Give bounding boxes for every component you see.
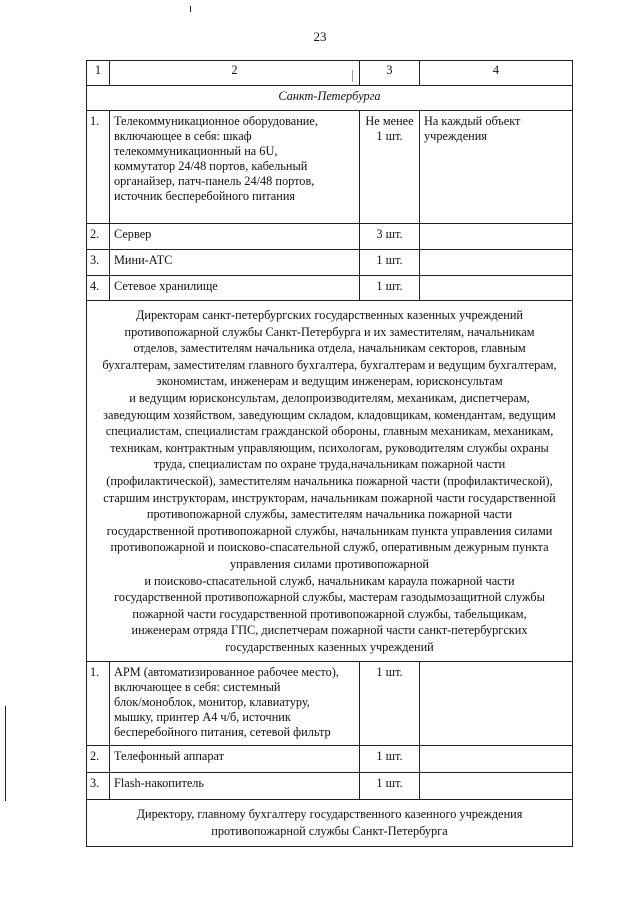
table-row	[87, 773, 573, 800]
row-quantity: 1 шт.	[360, 276, 420, 301]
description-line: коммутатор 24/48 портов, кабельный	[114, 159, 308, 173]
header-cell: 1	[87, 61, 110, 86]
description-line: включающее в себя: шкаф	[114, 129, 252, 143]
scan-mark	[5, 706, 6, 801]
row-description: Мини-АТС	[110, 250, 360, 276]
header-cell: 4	[420, 61, 573, 86]
heading-line: и ведущим юрисконсультам, делопроизводителям, механикам, диспетчерам,	[129, 390, 530, 405]
row-quantity: 1 шт.	[360, 662, 420, 746]
row-number: 2.	[87, 224, 110, 250]
heading-line: государственной противопожарной службы, мастерам газодымозащитной службы	[114, 590, 545, 605]
row-description: Телефонный аппарат	[110, 746, 360, 773]
category-heading-row	[87, 800, 573, 846]
table-row	[87, 111, 573, 224]
row-number: 1.	[87, 111, 110, 224]
category-heading	[87, 800, 573, 846]
heading-line: пожарной части государственной противопожарной службы, табельщикам,	[132, 606, 527, 621]
heading-line: инженерам отряда ГПС, диспетчерам пожарной части санкт-петербургских	[131, 623, 528, 638]
row-number: 3.	[87, 250, 110, 276]
description-line: блок/моноблок, монитор, клавиатуру,	[114, 695, 310, 710]
row-note	[420, 224, 573, 250]
row-quantity: 1 шт.	[360, 250, 420, 276]
heading-line: специалистам, специалистам гражданской обороны, главным механикам, механикам,	[105, 424, 554, 439]
row-quantity: 1 шт.	[360, 773, 420, 800]
header-cell: 2	[110, 61, 360, 86]
heading-line: старшим инструкторам, инструкторам, начальникам пожарной части государственной	[103, 490, 556, 505]
heading-line: противопожарной службы Санкт-Петербурга	[211, 824, 448, 839]
row-note	[420, 746, 573, 773]
heading-line: труда, специалистам по охране труда,начальникам пожарной части	[153, 457, 506, 472]
row-quantity: Не менее 1 шт.	[360, 111, 420, 224]
table-row	[87, 662, 573, 746]
description-line: органайзер, патч-панель 24/48 портов,	[114, 174, 315, 188]
heading-line: противопожарной службы Санкт-Петербурга и их заместителям, начальникам	[124, 324, 535, 339]
category-heading	[87, 301, 573, 662]
heading-line: управления силами противопожарной	[230, 556, 429, 571]
table-row	[87, 276, 573, 301]
description-line: включающее в себя: системный	[114, 680, 281, 695]
header-row	[87, 61, 573, 86]
description-line: источник бесперебойного питания	[114, 189, 296, 203]
heading-line: Директору, главному бухгалтеру государственного казенного учреждения	[136, 807, 523, 822]
row-note	[420, 276, 573, 301]
row-note	[420, 250, 573, 276]
row-number: 2.	[87, 746, 110, 773]
region-title: Санкт-Петербурга	[87, 86, 573, 111]
heading-line: и поисково-спасательной служб, начальникам караула пожарной части	[144, 573, 515, 588]
header-cell: 3	[360, 61, 420, 86]
description-line: бесперебойного питания, сетевой фильтр	[114, 725, 331, 740]
description-line: Телекоммуникационное оборудование,	[114, 114, 318, 128]
row-description	[110, 111, 360, 224]
heading-line: отделов, заместителям начальника отдела, начальникам секторов, главным	[133, 341, 526, 356]
region-row	[87, 86, 573, 111]
row-note	[420, 662, 573, 746]
equipment-table	[86, 60, 573, 847]
row-note	[420, 773, 573, 800]
row-note: На каждый объект учреждения	[420, 111, 573, 224]
row-number: 3.	[87, 773, 110, 800]
row-description: Сервер	[110, 224, 360, 250]
heading-line: экономистам, инженерам и ведущим инженерам, юрисконсультам	[156, 374, 503, 389]
heading-line: заведующим хозяйством, заведующим складом, кладовщикам, комендантам, ведущим	[103, 407, 556, 422]
row-description: Flash-накопитель	[110, 773, 360, 800]
row-number: 1.	[87, 662, 110, 746]
table-row	[87, 250, 573, 276]
row-number: 4.	[87, 276, 110, 301]
row-quantity: 1 шт.	[360, 746, 420, 773]
heading-line: бухгалтерам, заместителям главного бухгалтера, бухгалтерам и ведущим бухгалтерам,	[102, 357, 557, 372]
description-line: телекоммуникационный на 6U,	[114, 144, 278, 158]
table-row	[87, 224, 573, 250]
row-description: Сетевое хранилище	[110, 276, 360, 301]
table-row	[87, 746, 573, 773]
row-quantity: 3 шт.	[360, 224, 420, 250]
heading-line: (профилактической), заместителям начальника пожарной части (профилактической),	[106, 473, 553, 488]
scan-mark	[190, 6, 191, 12]
page-number: 23	[313, 29, 327, 44]
heading-line: Директорам санкт-петербургских государственных казенных учреждений	[135, 308, 523, 322]
heading-line: противопожарной и поисково-спасательной служб, оперативным дежурным пункта	[110, 540, 549, 555]
heading-line: государственных казенных учреждений	[225, 639, 434, 654]
heading-line: техникам, контрактным управляющим, психологам, руководителям службы охраны	[110, 440, 549, 455]
row-description	[110, 662, 360, 746]
description-line: мышку, принтер А4 ч/б, источник	[114, 710, 291, 725]
heading-line: противопожарной службы, заместителям начальника пожарной части	[146, 507, 513, 522]
heading-line: государственной противопожарной службы, начальникам пункта управления силами	[106, 523, 553, 538]
description-line: АРМ (автоматизированное рабочее место),	[114, 665, 339, 680]
category-heading-row	[87, 301, 573, 662]
